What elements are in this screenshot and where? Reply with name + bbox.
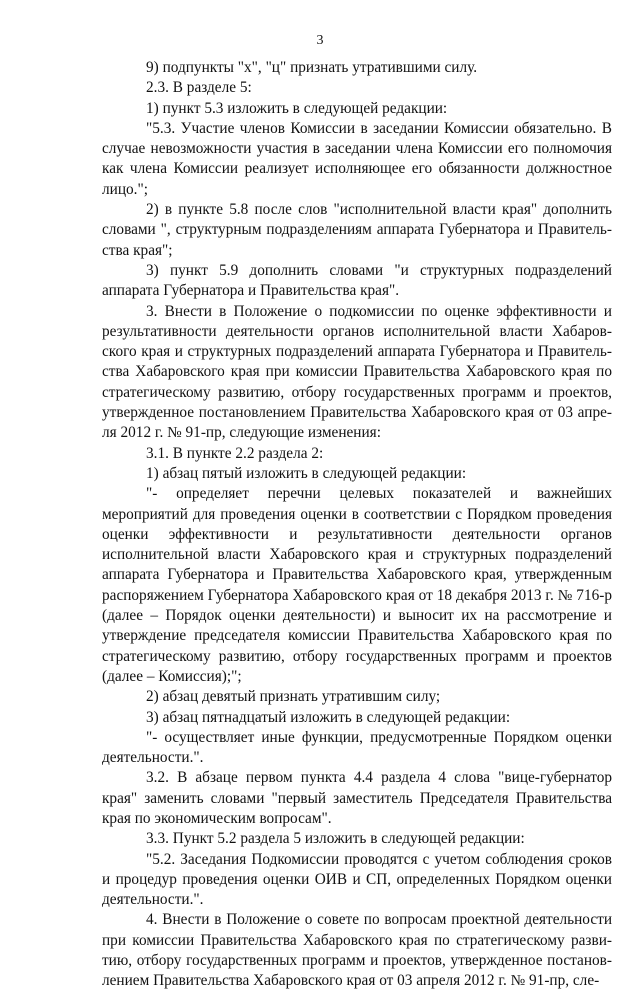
- paragraph: 2) абзац девятый признать утратившим силу;: [146, 688, 441, 706]
- paragraph: "- определяет перечни целевых показателей и важнейших мероприятий для проведения оценки в соответствии с Порядком проведения оценки эффективности и результативности деятельности органов исполнительной власти Хабаровского края и структурных подразделений аппарата Губернатора и Правительства Хабаровского края, утвержденным распоряжением Губернатора Хабаровского края от 18 декабря 2013 г. № 716-р (далее – Порядок оценки деятельности) и выносит их на рассмотрение и утверждение председателя комиссии Правительства Хабаровского края по стратегическому развитию, отбору государственных программ и проектов (далее – Комиссия);";: [102, 485, 612, 685]
- document-body: [102, 58, 612, 992]
- paragraph: "5.2. Заседания Подкомиссии проводятся с учетом соблюдения сроков и процедур проведения оценки ОИВ и СП, определенных Порядком оценки деятельности.".: [102, 850, 612, 909]
- paragraph: 1) пункт 5.3 изложить в следующей редакции:: [146, 99, 448, 117]
- paragraph: 3.3. Пункт 5.2 раздела 5 изложить в следующей редакции:: [146, 830, 525, 848]
- paragraph: 3. Внести в Положение о подкомиссии по оценке эффективности и результативности деятельности органов исполнительной власти Хабаровского края и структурных подразделений аппарата Губернатора и Правительства Хабаровского края при комиссии Правительства Хабаровского края по стратегическому развитию, отбору государственных программ и проектов, утвержденное постановлением Правительства Хабаровского края от 03 апреля 2012 г. № 91-пр, следующие изменения:: [102, 302, 612, 442]
- page-number: 3: [316, 33, 324, 48]
- paragraph: 3) пункт 5.9 дополнить словами "и структурных подразделений аппарата Губернатора и Правительства края".: [102, 261, 612, 300]
- paragraph: 1) абзац пятый изложить в следующей редакции:: [146, 464, 467, 482]
- paragraph: 3) абзац пятнадцатый изложить в следующей редакции:: [146, 708, 511, 726]
- paragraph: 2) в пункте 5.8 после слов "исполнительной власти края" дополнить словами ", структурным подразделениям аппарата Губернатора и Правительства края";: [102, 201, 612, 259]
- paragraph: "- осуществляет иные функции, предусмотренные Порядком оценки деятельности.".: [102, 728, 612, 767]
- paragraph: 9) подпункты "х", "ц" признать утратившими силу.: [146, 59, 478, 76]
- paragraph: 4. Внести в Положение о совете по вопросам проектной деятельности при комиссии Правительства Хабаровского края по стратегическому развитию, отбору государственных программ и проектов, утвержденное постановлением Правительства Хабаровского края от 03 апреля 2012 г. № 91-пр, сле-: [102, 911, 612, 990]
- paragraph: 3.2. В абзаце первом пункта 4.4 раздела 4 слова "вице-губернатор края" заменить словами "первый заместитель Председателя Правительства края по экономическим вопросам".: [102, 769, 612, 827]
- paragraph: 2.3. В разделе 5:: [146, 79, 252, 97]
- paragraph: 3.1. В пункте 2.2 раздела 2:: [146, 444, 324, 462]
- paragraph: "5.3. Участие членов Комиссии в заседании Комиссии обязательно. В случае невозможности участия в заседании члена Комиссии его полномочия как члена Комиссии реализует исполняющее его обязанности должностное лицо.";: [102, 119, 612, 198]
